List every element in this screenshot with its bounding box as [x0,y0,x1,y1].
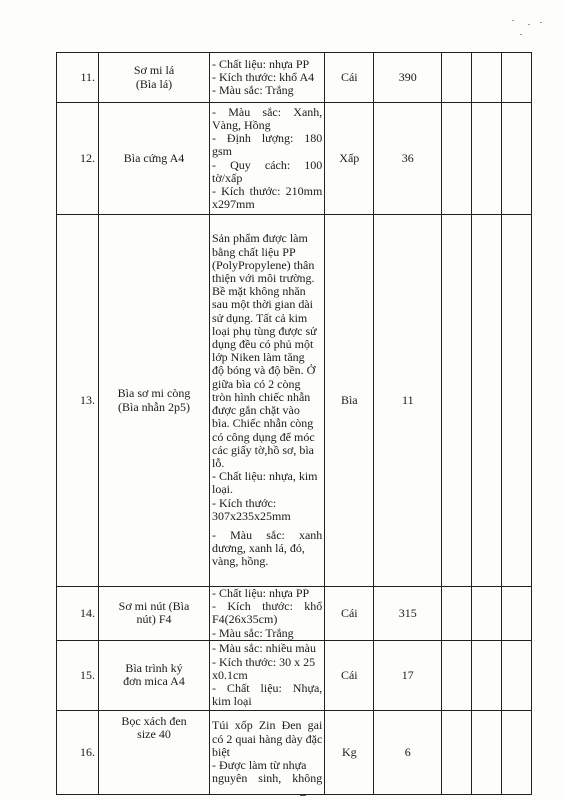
row-number: 13. [57,215,99,587]
specification-line: (PolyPropylene) thân [212,257,315,272]
item-name [99,215,210,587]
item-name-line: đơn mica A4 [123,674,185,689]
specification-line: - Màu sắc: Trắng [212,83,294,98]
item-specification [210,53,325,103]
row-number: 12. [57,103,99,215]
empty-cell [502,710,532,794]
item-name-line: Sơ mi lá [133,63,175,78]
empty-cell [472,710,502,794]
specification-line: - Chất liệu: nhựa, kim [212,469,318,484]
quantity: 11 [374,215,442,587]
row-number: 15. [57,640,99,710]
specification-line: Sản phẩm được làm [212,231,308,246]
specification-line: - Kích thước: 210mm [212,183,323,198]
specification-line: sau một thời gian dài [212,297,313,312]
item-name [99,710,210,794]
item-specification [210,710,325,794]
specification-line: các giấy tờ,hồ sơ, bìa [212,442,314,457]
item-specification [210,215,325,587]
empty-cell [472,640,502,710]
specification-line: bìa. Chiếc nhẫn còng [212,416,314,431]
item-name-line: Bìa cứng A4 [123,150,185,165]
item-specification [210,103,325,215]
item-name-line: Sơ mi nút (Bìa [118,599,190,614]
page-footer-mark [300,795,306,796]
specification-line: - Màu sắc: Trắng [212,625,294,640]
table-row [57,215,532,587]
specification-line: nguyên sinh, không [212,771,323,786]
specification-line: sử dụng. Tất cả kim [212,310,308,325]
table-row [57,587,532,641]
empty-cell [472,215,502,587]
specification-line: - Quy cách: 100 [212,157,323,172]
specification-line: - Định lượng: 180 [212,131,323,146]
specification-line: bằng chất liệu PP [212,244,296,259]
empty-cell [442,710,472,794]
item-specification [210,587,325,641]
item-specification [210,640,325,710]
table-row [57,53,532,103]
item-name [99,640,210,710]
specification-line: gsm [212,144,233,159]
specification-line: - Kích thước: khổ A4 [212,69,315,84]
specification-line: tờ/xấp [212,170,243,185]
specification-line: F4(26x35cm) [212,612,278,627]
item-name-line: nút) F4 [136,612,172,627]
item-name [99,587,210,641]
item-name [99,53,210,103]
quantity: 6 [374,710,442,794]
quantity: 390 [374,53,442,103]
specification-line: có 2 quai hàng dày đặc [212,731,323,746]
scan-speck [540,22,542,23]
empty-cell [472,53,502,103]
empty-cell [442,103,472,215]
specification-line: tròn hình chiếc nhẫn [212,389,311,404]
empty-cell [442,640,472,710]
empty-cell [472,587,502,641]
specification-line: - Kích thước: khổ [212,599,323,614]
specification-line: dụng đều có phủ một [212,337,314,352]
specification-line: vàng, hồng. [212,554,269,569]
specification-line: giữa bìa có 2 còng [212,376,301,391]
item-name-line: Bìa trình ký [125,661,183,676]
table-row [57,710,532,794]
specification-line: được gắn chặt vào [212,403,300,418]
specification-line: độ bóng và độ bền. Ở [212,363,316,378]
empty-cell [442,53,472,103]
specification-line: kim loại [212,694,252,709]
row-number: 11. [57,53,99,103]
empty-cell [502,587,532,641]
item-name [99,103,210,215]
specification-line: - Được làm từ nhựa [212,757,307,772]
empty-cell [502,53,532,103]
quantity: 17 [374,640,442,710]
empty-cell [502,215,532,587]
unit: Cái [325,640,374,710]
specification-line: - Chất liệu: nhựa PP [212,586,310,600]
specification-line: - Màu sắc: nhiều màu [212,641,316,656]
scan-speck [512,20,514,21]
unit: Cái [325,53,374,103]
specification-line: x0.1cm [212,667,248,682]
unit: Kg [325,710,374,794]
table-row [57,103,532,215]
scan-speck [528,24,530,25]
supplies-table [56,52,532,795]
specification-line: x297mm [212,197,255,212]
item-name-line: (Bìa lá) [135,76,173,91]
specification-line: có công dụng để móc [212,429,315,444]
specification-line: lớp Niken làm tăng [212,350,305,365]
specification-line: - Màu sắc: xanh [212,527,323,542]
specification-line: - Chất liệu: Nhựa, [212,680,323,695]
specification-line: loại. [212,482,233,497]
item-name-line: (Bìa nhẫn 2p5) [118,399,190,414]
empty-cell [472,103,502,215]
specification-line: - Kích thước: [212,495,277,510]
empty-cell [502,640,532,710]
specification-line: thiện với môi trường. [212,271,315,286]
specification-line: Bề mặt không nhăn [212,284,306,299]
specification-line: lỗ. [212,455,225,470]
item-name-line: Bọc xách đen [121,713,187,728]
empty-cell [502,103,532,215]
empty-cell [442,587,472,641]
specification-line: Vàng, Hồng [212,117,271,132]
specification-line: - Chất liệu: nhựa PP [212,56,310,71]
specification-line: - Màu sắc: Xanh, [212,104,323,119]
quantity: 36 [374,103,442,215]
unit: Xấp [325,103,374,215]
specification-line: dương, xanh lá, đỏ, [212,541,305,556]
specification-line: 307x235x25mm [212,508,291,523]
specification-line: Túi xốp Zin Đen gai [212,718,323,733]
unit: Cái [325,587,374,641]
row-number: 16. [57,710,99,794]
table-row [57,640,532,710]
item-name-line: Bìa sơ mi còng [117,386,191,401]
empty-cell [442,215,472,587]
row-number: 14. [57,587,99,641]
scan-speck [520,34,522,35]
specification-line: loại phụ tùng được sử [212,323,317,338]
specification-line: biệt [212,744,230,759]
quantity: 315 [374,587,442,641]
item-name-line: size 40 [137,727,171,742]
unit: Bìa [325,215,374,587]
specification-line: - Kích thước: 30 x 25 [212,654,316,669]
